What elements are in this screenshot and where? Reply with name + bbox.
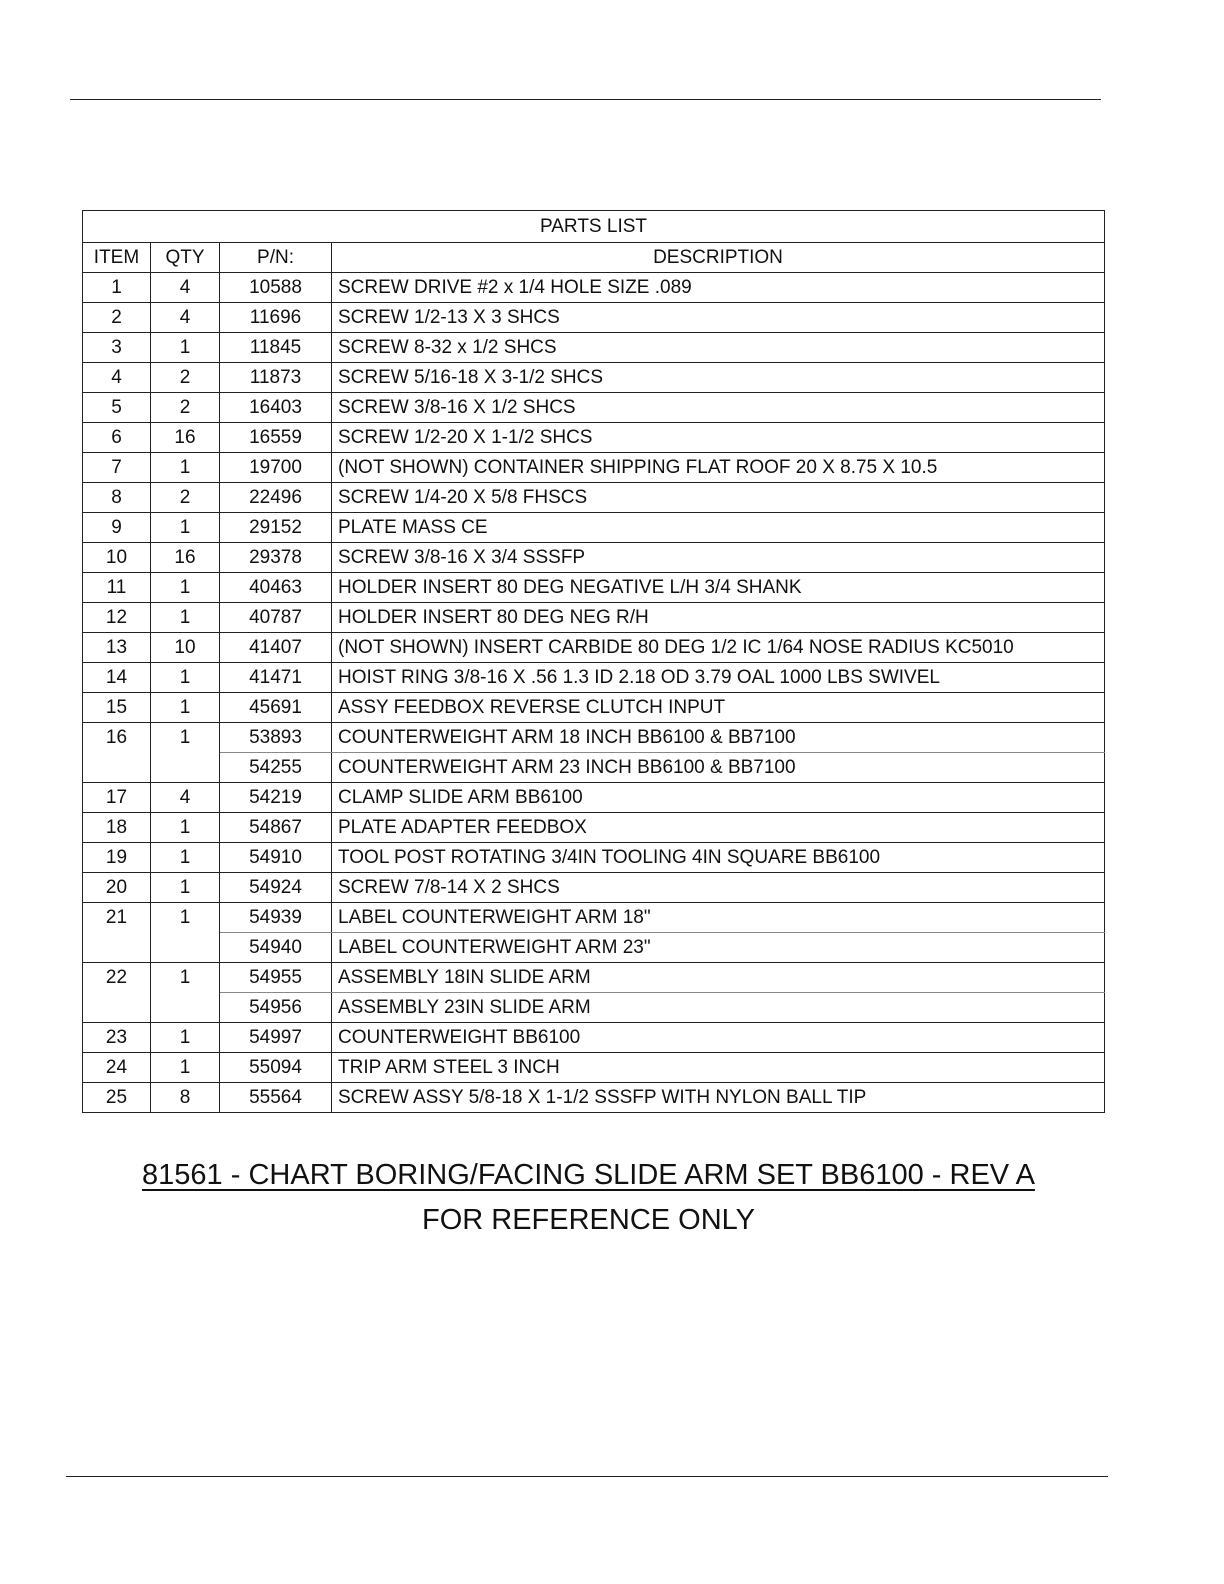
table-row — [83, 393, 1105, 423]
item-cell: 10 — [83, 543, 151, 573]
description-cell: SCREW 1/2-13 X 3 SHCS — [332, 303, 1105, 333]
item-cell: 3 — [83, 333, 151, 363]
table-row — [83, 813, 1105, 843]
item-cell — [83, 933, 151, 963]
table-row — [83, 633, 1105, 663]
item-cell: 17 — [83, 783, 151, 813]
qty-cell: 1 — [151, 693, 220, 723]
item-cell — [83, 753, 151, 783]
table-row — [83, 903, 1105, 933]
table-row — [83, 453, 1105, 483]
item-cell — [83, 993, 151, 1023]
pn-cell: 54939 — [220, 903, 332, 933]
pn-cell: 22496 — [220, 483, 332, 513]
column-header-pn: P/N: — [220, 243, 332, 273]
description-cell: TOOL POST ROTATING 3/4IN TOOLING 4IN SQUARE BB6100 — [332, 843, 1105, 873]
description-cell: HOLDER INSERT 80 DEG NEG R/H — [332, 603, 1105, 633]
description-cell: COUNTERWEIGHT BB6100 — [332, 1023, 1105, 1053]
pn-cell: 16559 — [220, 423, 332, 453]
qty-cell: 1 — [151, 513, 220, 543]
table-row — [83, 273, 1105, 303]
qty-cell: 4 — [151, 303, 220, 333]
table-row — [83, 333, 1105, 363]
description-cell: (NOT SHOWN) CONTAINER SHIPPING FLAT ROOF 20 X 8.75 X 10.5 — [332, 453, 1105, 483]
table-row — [83, 993, 1105, 1023]
qty-cell: 1 — [151, 963, 220, 993]
qty-cell: 1 — [151, 663, 220, 693]
item-cell: 24 — [83, 1053, 151, 1083]
pn-cell: 11873 — [220, 363, 332, 393]
qty-cell: 4 — [151, 273, 220, 303]
pn-cell: 19700 — [220, 453, 332, 483]
description-cell: COUNTERWEIGHT ARM 18 INCH BB6100 & BB7100 — [332, 723, 1105, 753]
description-cell: CLAMP SLIDE ARM BB6100 — [332, 783, 1105, 813]
table-row — [83, 723, 1105, 753]
parts-list-title: PARTS LIST — [83, 211, 1105, 243]
pn-cell: 54910 — [220, 843, 332, 873]
pn-cell: 55094 — [220, 1053, 332, 1083]
pn-cell: 11845 — [220, 333, 332, 363]
pn-cell: 55564 — [220, 1083, 332, 1113]
qty-cell: 1 — [151, 723, 220, 753]
qty-cell: 1 — [151, 603, 220, 633]
description-cell: LABEL COUNTERWEIGHT ARM 23" — [332, 933, 1105, 963]
column-header-description: DESCRIPTION — [332, 243, 1105, 273]
qty-cell: 16 — [151, 543, 220, 573]
top-rule — [70, 99, 1101, 100]
table-row — [83, 573, 1105, 603]
pn-cell: 11696 — [220, 303, 332, 333]
pn-cell: 54219 — [220, 783, 332, 813]
description-cell: PLATE MASS CE — [332, 513, 1105, 543]
table-row — [83, 783, 1105, 813]
description-cell: SCREW 3/8-16 X 3/4 SSSFP — [332, 543, 1105, 573]
column-header-qty: QTY — [151, 243, 220, 273]
qty-cell: 10 — [151, 633, 220, 663]
pn-cell: 16403 — [220, 393, 332, 423]
bottom-rule — [66, 1476, 1108, 1477]
pn-cell: 54867 — [220, 813, 332, 843]
pn-cell: 10588 — [220, 273, 332, 303]
parts-list-table — [82, 210, 1105, 1113]
item-cell: 12 — [83, 603, 151, 633]
pn-cell: 54255 — [220, 753, 332, 783]
pn-cell: 29378 — [220, 543, 332, 573]
table-row — [83, 483, 1105, 513]
description-cell: SCREW 8-32 x 1/2 SHCS — [332, 333, 1105, 363]
item-cell: 22 — [83, 963, 151, 993]
parts-list-body — [83, 273, 1105, 1113]
description-cell: SCREW ASSY 5/8-18 X 1-1/2 SSSFP WITH NYLON BALL TIP — [332, 1083, 1105, 1113]
pn-cell: 40463 — [220, 573, 332, 603]
qty-cell: 1 — [151, 453, 220, 483]
description-cell: ASSEMBLY 23IN SLIDE ARM — [332, 993, 1105, 1023]
description-cell: SCREW 7/8-14 X 2 SHCS — [332, 873, 1105, 903]
description-cell: ASSY FEEDBOX REVERSE CLUTCH INPUT — [332, 693, 1105, 723]
description-cell: COUNTERWEIGHT ARM 23 INCH BB6100 & BB7100 — [332, 753, 1105, 783]
qty-cell — [151, 993, 220, 1023]
drawing-title-text: 81561 - CHART BORING/FACING SLIDE ARM SET BB6100 - REV A — [142, 1159, 1035, 1191]
pn-cell: 54955 — [220, 963, 332, 993]
qty-cell: 1 — [151, 903, 220, 933]
description-cell: SCREW 3/8-16 X 1/2 SHCS — [332, 393, 1105, 423]
qty-cell: 1 — [151, 873, 220, 903]
pn-cell: 54924 — [220, 873, 332, 903]
qty-cell: 8 — [151, 1083, 220, 1113]
item-cell: 2 — [83, 303, 151, 333]
qty-cell: 2 — [151, 363, 220, 393]
description-cell: SCREW 1/4-20 X 5/8 FHSCS — [332, 483, 1105, 513]
qty-cell: 1 — [151, 843, 220, 873]
qty-cell: 2 — [151, 483, 220, 513]
table-row — [83, 363, 1105, 393]
item-cell: 6 — [83, 423, 151, 453]
qty-cell: 1 — [151, 573, 220, 603]
pn-cell: 45691 — [220, 693, 332, 723]
pn-cell: 41407 — [220, 633, 332, 663]
pn-cell: 40787 — [220, 603, 332, 633]
table-row — [83, 1053, 1105, 1083]
description-cell: HOIST RING 3/8-16 X .56 1.3 ID 2.18 OD 3.79 OAL 1000 LBS SWIVEL — [332, 663, 1105, 693]
table-row — [83, 693, 1105, 723]
table-row — [83, 873, 1105, 903]
table-row — [83, 603, 1105, 633]
qty-cell: 1 — [151, 813, 220, 843]
item-cell: 8 — [83, 483, 151, 513]
qty-cell: 1 — [151, 1053, 220, 1083]
pn-cell: 41471 — [220, 663, 332, 693]
item-cell: 1 — [83, 273, 151, 303]
table-row — [83, 1023, 1105, 1053]
table-row — [83, 513, 1105, 543]
item-cell: 19 — [83, 843, 151, 873]
pn-cell: 54940 — [220, 933, 332, 963]
column-header-item: ITEM — [83, 243, 151, 273]
table-row — [83, 663, 1105, 693]
drawing-title — [0, 1159, 1177, 1192]
item-cell: 25 — [83, 1083, 151, 1113]
description-cell: PLATE ADAPTER FEEDBOX — [332, 813, 1105, 843]
item-cell: 11 — [83, 573, 151, 603]
item-cell: 13 — [83, 633, 151, 663]
item-cell: 18 — [83, 813, 151, 843]
description-cell: ASSEMBLY 18IN SLIDE ARM — [332, 963, 1105, 993]
item-cell: 9 — [83, 513, 151, 543]
description-cell: HOLDER INSERT 80 DEG NEGATIVE L/H 3/4 SHANK — [332, 573, 1105, 603]
qty-cell: 1 — [151, 333, 220, 363]
item-cell: 7 — [83, 453, 151, 483]
qty-cell: 4 — [151, 783, 220, 813]
pn-cell: 53893 — [220, 723, 332, 753]
description-cell: TRIP ARM STEEL 3 INCH — [332, 1053, 1105, 1083]
table-row — [83, 303, 1105, 333]
reference-note: FOR REFERENCE ONLY — [421, 1204, 755, 1236]
table-row — [83, 423, 1105, 453]
description-cell: (NOT SHOWN) INSERT CARBIDE 80 DEG 1/2 IC 1/64 NOSE RADIUS KC5010 — [332, 633, 1105, 663]
qty-cell: 16 — [151, 423, 220, 453]
item-cell: 20 — [83, 873, 151, 903]
table-row — [83, 933, 1105, 963]
item-cell: 14 — [83, 663, 151, 693]
qty-cell: 2 — [151, 393, 220, 423]
item-cell: 4 — [83, 363, 151, 393]
table-row — [83, 1083, 1105, 1113]
description-cell: SCREW DRIVE #2 x 1/4 HOLE SIZE .089 — [332, 273, 1105, 303]
item-cell: 15 — [83, 693, 151, 723]
qty-cell — [151, 753, 220, 783]
item-cell: 5 — [83, 393, 151, 423]
item-cell: 21 — [83, 903, 151, 933]
table-row — [83, 543, 1105, 573]
pn-cell: 29152 — [220, 513, 332, 543]
description-cell: SCREW 5/16-18 X 3-1/2 SHCS — [332, 363, 1105, 393]
pn-cell: 54997 — [220, 1023, 332, 1053]
table-row — [83, 753, 1105, 783]
qty-cell — [151, 933, 220, 963]
item-cell: 16 — [83, 723, 151, 753]
table-row — [83, 843, 1105, 873]
description-cell: LABEL COUNTERWEIGHT ARM 18" — [332, 903, 1105, 933]
pn-cell: 54956 — [220, 993, 332, 1023]
description-cell: SCREW 1/2-20 X 1-1/2 SHCS — [332, 423, 1105, 453]
header-row — [83, 243, 1105, 273]
table-row — [83, 963, 1105, 993]
item-cell: 23 — [83, 1023, 151, 1053]
qty-cell: 1 — [151, 1023, 220, 1053]
